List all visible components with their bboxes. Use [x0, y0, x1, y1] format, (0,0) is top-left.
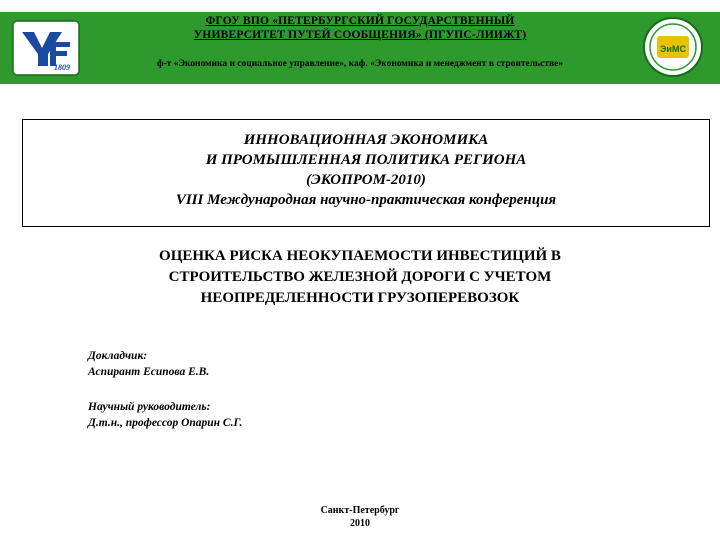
footer — [260, 504, 460, 530]
supervisor-name: Д.т.н., профессор Опарин С.Г. — [88, 417, 243, 429]
department-logo-icon — [640, 16, 706, 78]
university-name — [90, 14, 630, 42]
svg-text:ЭиМС: ЭиМС — [660, 44, 686, 54]
conference-title — [23, 130, 709, 210]
report-line-3: НЕОПРЕДЕЛЕННОСТИ ГРУЗОПЕРЕВОЗОК — [200, 290, 520, 306]
university-line-1: ФГОУ ВПО «ПЕТЕРБУРГСКИЙ ГОСУДАРСТВЕННЫЙ — [205, 15, 515, 27]
speaker-block — [88, 348, 388, 380]
conference-line-3: (ЭКОПРОМ-2010) — [306, 172, 426, 188]
conference-line-1: ИННОВАЦИОННАЯ ЭКОНОМИКА — [243, 132, 489, 148]
speaker-label: Докладчик: — [88, 350, 148, 362]
university-logo — [12, 20, 80, 76]
faculty-line: ф-т «Экономика и социальное управление», каф. «Экономика и менеджмент в строительстве» — [156, 59, 564, 69]
supervisor-block — [88, 399, 388, 431]
conference-box — [22, 119, 710, 227]
footer-year: 2010 — [350, 518, 370, 529]
department-logo — [640, 16, 706, 78]
footer-city: Санкт-Петербург — [320, 505, 400, 516]
svg-text:1809: 1809 — [54, 63, 70, 72]
supervisor-label: Научный руководитель: — [88, 401, 211, 413]
conference-line-2: И ПРОМЫШЛЕННАЯ ПОЛИТИКА РЕГИОНА — [205, 152, 527, 168]
report-title — [60, 246, 660, 309]
university-line-2: УНИВЕРСИТЕТ ПУТЕЙ СООБЩЕНИЯ» (ПГУПС-ЛИИЖТ) — [193, 29, 527, 41]
report-line-1: ОЦЕНКА РИСКА НЕОКУПАЕМОСТИ ИНВЕСТИЦИЙ В — [159, 248, 561, 264]
report-line-2: СТРОИТЕЛЬСТВО ЖЕЛЕЗНОЙ ДОРОГИ С УЧЕТОМ — [168, 269, 552, 285]
speaker-name: Аспирант Есипова Е.В. — [88, 366, 210, 378]
conference-line-4: VIII Международная научно-практическая конференция — [175, 192, 557, 208]
university-logo-icon — [12, 20, 80, 76]
